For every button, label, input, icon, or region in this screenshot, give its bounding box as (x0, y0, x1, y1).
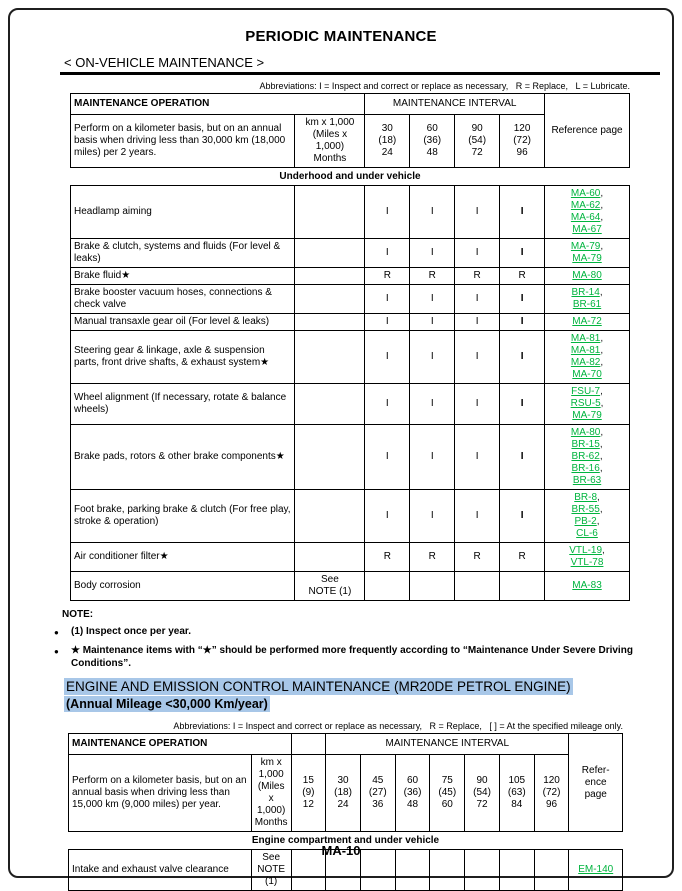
interval-mark-cell: I (455, 239, 500, 268)
reference-link[interactable]: MA-67 (572, 224, 602, 235)
interval-mark-cell: R (500, 543, 545, 572)
operation-cell: Steering gear & linkage, axle & suspension parts, front drive shafts, & exhaust system★ (71, 331, 295, 384)
reference-cell (545, 384, 630, 425)
maintenance-interval-header: MAINTENANCE INTERVAL (365, 94, 545, 115)
interval-mark-cell: R (410, 268, 455, 285)
operation-cell: Brake fluid★ (71, 268, 295, 285)
schedule-basis-description: Perform on a kilometer basis, but on an annual basis when driving less than 30,000 km (18,000 miles) per 2 years. (71, 115, 295, 168)
note-label: NOTE: (62, 609, 94, 620)
units-cell: km x 1,000 (Miles x 1,000) Months (251, 755, 291, 832)
page-number: MA-10 (321, 843, 361, 858)
reference-link[interactable]: MA-82 (570, 357, 601, 368)
reference-link[interactable]: PB-2 (574, 516, 597, 527)
interval-mark-cell: I (410, 314, 455, 331)
note-item (54, 644, 648, 670)
reference-link[interactable]: BR-14 (571, 287, 600, 298)
table-row (71, 384, 630, 425)
schedule-note-cell (295, 331, 365, 384)
interval-mark-cell: I (500, 331, 545, 384)
operation-cell: Intake and exhaust valve clearance (69, 850, 252, 891)
interval-mark-cell (455, 572, 500, 601)
interval-mark-cell: I (455, 331, 500, 384)
operation-cell: Manual transaxle gear oil (For level & leaks) (71, 314, 295, 331)
section-heading-line2: (Annual Mileage <30,000 Km/year) (66, 697, 268, 711)
schedule-note-cell (295, 384, 365, 425)
reference-cell (545, 572, 630, 601)
maintenance-interval-header: MAINTENANCE INTERVAL (326, 734, 569, 755)
interval-mark-cell: R (455, 268, 500, 285)
operation-cell: Foot brake, parking brake & clutch (For free play, stroke & operation) (71, 490, 295, 543)
table-row (71, 425, 630, 490)
reference-link[interactable]: MA-81 (570, 333, 601, 344)
schedule-note-cell (295, 239, 365, 268)
interval-mark-cell: I (500, 239, 545, 268)
reference-link[interactable]: BR-63 (572, 475, 602, 486)
interval-mark-cell: I (410, 186, 455, 239)
reference-link[interactable]: MA-70 (572, 369, 602, 380)
table-row (71, 314, 630, 331)
reference-link[interactable]: BR-62 (571, 451, 600, 462)
table1-abbreviations: Abbreviations: I = Inspect and correct or replace as necessary, R = Replace, L = Lubricate. (259, 81, 630, 91)
interval-mark-cell: I (410, 239, 455, 268)
units-cell: km x 1,000 (Miles x 1,000) Months (295, 115, 365, 168)
table-section-label: Underhood and under vehicle (71, 168, 630, 186)
interval-mark-cell: I (365, 239, 410, 268)
reference-cell (545, 285, 630, 314)
interval-mark-cell: I (365, 425, 410, 490)
interval-mark-cell: R (455, 543, 500, 572)
bullet-icon: ● (54, 628, 59, 637)
schedule-note-cell (295, 186, 365, 239)
table-row (71, 572, 630, 601)
table-row (71, 331, 630, 384)
interval-mark-cell: I (500, 425, 545, 490)
interval-mark-cell: I (455, 425, 500, 490)
note-block (54, 608, 648, 670)
reference-link[interactable]: VTL-19 (569, 545, 603, 556)
schedule-note-cell (295, 268, 365, 285)
reference-link[interactable]: BR-16 (571, 463, 600, 474)
reference-cell (545, 268, 630, 285)
interval-mark-cell (410, 572, 455, 601)
table-row (71, 239, 630, 268)
interval-header-cell: 45 (27) 36 (360, 755, 395, 832)
interval-mark-cell: I (500, 490, 545, 543)
reference-link[interactable]: MA-72 (572, 316, 602, 327)
interval-mark-cell: I (410, 384, 455, 425)
table-row (71, 268, 630, 285)
reference-link[interactable]: MA-80 (572, 270, 602, 281)
operation-cell: Body corrosion (71, 572, 295, 601)
note-item (54, 625, 648, 639)
reference-cell (545, 239, 630, 268)
bullet-icon: ● (54, 647, 59, 656)
reference-link[interactable]: BR-61 (572, 299, 602, 310)
schedule-note-cell (295, 425, 365, 490)
reference-cell (545, 425, 630, 490)
schedule-note-cell (295, 543, 365, 572)
interval-mark-cell: I (365, 186, 410, 239)
interval-mark-cell: I (455, 384, 500, 425)
table-row (71, 186, 630, 239)
reference-link[interactable]: MA-79 (572, 410, 602, 421)
interval-header-cell: 90 (54) 72 (465, 755, 500, 832)
interval-mark-cell: I (500, 314, 545, 331)
interval-header-cell: 120 (72) 96 (500, 115, 545, 168)
operation-cell: Air conditioner filter★ (71, 543, 295, 572)
empty-header-cell (291, 734, 326, 755)
maintenance-operation-header: MAINTENANCE OPERATION (69, 734, 292, 755)
reference-link[interactable]: BR-15 (571, 439, 600, 450)
note-text: (1) Inspect once per year. (71, 626, 192, 637)
interval-mark-cell: I (455, 186, 500, 239)
table-row (71, 543, 630, 572)
section-heading-line1: ENGINE AND EMISSION CONTROL MAINTENANCE (MR20DE PETROL ENGINE) (66, 679, 571, 694)
table-section-row (71, 168, 630, 186)
engine-emission-section-heading (64, 678, 648, 713)
operation-cell: Brake booster vacuum hoses, connections & check valve (71, 285, 295, 314)
reference-link[interactable]: MA-64 (570, 212, 601, 223)
interval-values-header-row (69, 755, 623, 832)
interval-mark-cell: I (500, 285, 545, 314)
reference-link[interactable]: FSU-7 (571, 386, 601, 397)
interval-mark-cell: R (365, 543, 410, 572)
interval-mark-cell: I (410, 331, 455, 384)
interval-mark-cell: I (365, 314, 410, 331)
schedule-note-cell (295, 285, 365, 314)
reference-cell (545, 314, 630, 331)
interval-header-cell: 75 (45) 60 (430, 755, 465, 832)
operation-cell: Brake pads, rotors & other brake components★ (71, 425, 295, 490)
schedule-note-cell (295, 490, 365, 543)
interval-mark-cell: I (410, 425, 455, 490)
interval-header-cell: 60 (36) 48 (395, 755, 430, 832)
interval-header-cell: 120 (72) 96 (534, 755, 569, 832)
interval-header-cell: 30 (18) 24 (365, 115, 410, 168)
reference-link[interactable]: RSU-5 (570, 398, 601, 409)
heading-rule (60, 72, 660, 75)
maintenance-operation-header: MAINTENANCE OPERATION (71, 94, 365, 115)
operation-cell: Brake & clutch, systems and fluids (For level & leaks) (71, 239, 295, 268)
interval-mark-cell: R (500, 268, 545, 285)
interval-mark-cell: I (500, 186, 545, 239)
reference-link[interactable]: MA-81 (570, 345, 601, 356)
reference-link[interactable]: EM-140 (578, 864, 614, 875)
reference-link[interactable]: MA-83 (572, 580, 602, 591)
reference-page-header: Refer- ence page (569, 734, 623, 832)
table-row (71, 285, 630, 314)
interval-mark-cell (500, 572, 545, 601)
page-title: PERIODIC MAINTENANCE (245, 28, 437, 45)
operation-cell: Wheel alignment (If necessary, rotate & balance wheels) (71, 384, 295, 425)
interval-mark-cell: R (410, 543, 455, 572)
reference-link[interactable]: BR-8 (574, 492, 598, 503)
interval-header-cell: 90 (54) 72 (455, 115, 500, 168)
table-row (71, 490, 630, 543)
reference-link[interactable]: MA-79 (572, 253, 602, 264)
interval-mark-cell: I (365, 384, 410, 425)
interval-mark-cell: I (455, 285, 500, 314)
interval-mark-cell: I (365, 285, 410, 314)
reference-link[interactable]: VTL-78 (570, 557, 604, 568)
reference-page-header: Reference page (545, 94, 630, 168)
reference-link[interactable]: MA-79 (570, 241, 601, 252)
interval-mark-cell: I (365, 331, 410, 384)
reference-link[interactable]: MA-60 (570, 188, 601, 199)
table2-abbreviations: Abbreviations: I = Inspect and correct or replace as necessary, R = Replace, [ ] = At the specified mileage only. (173, 721, 623, 731)
table-header-row (69, 734, 623, 755)
periodic-maintenance-table (70, 93, 630, 601)
schedule-note-cell: See NOTE (1) (295, 572, 365, 601)
interval-mark-cell: I (455, 490, 500, 543)
interval-mark-cell: I (410, 490, 455, 543)
interval-mark-cell: R (365, 268, 410, 285)
table-section-label: Engine compartment and under vehicle (69, 832, 623, 850)
engine-emission-maintenance-table (68, 733, 623, 891)
interval-header-cell: 105 (63) 84 (499, 755, 534, 832)
reference-link[interactable]: MA-62 (570, 200, 601, 211)
reference-cell (545, 186, 630, 239)
interval-mark-cell: I (365, 490, 410, 543)
interval-header-cell: 15 (9) 12 (291, 755, 326, 832)
manual-page (8, 8, 674, 887)
reference-link[interactable]: BR-55 (571, 504, 600, 515)
note-text: ★ Maintenance items with “★” should be performed more frequently according to “Maintenance Under Severe Driving Conditions”. (71, 645, 633, 669)
interval-header-cell: 30 (18) 24 (326, 755, 361, 832)
reference-link[interactable]: MA-80 (570, 427, 601, 438)
reference-link[interactable]: CL-6 (576, 528, 598, 539)
reference-cell (545, 490, 630, 543)
schedule-note-cell: See NOTE (1) (251, 850, 291, 891)
interval-mark-cell: I (500, 384, 545, 425)
schedule-basis-description: Perform on a kilometer basis, but on an annual basis when driving less than 15,000 km (9,000 miles) per year. (69, 755, 252, 832)
operation-cell: Headlamp aiming (71, 186, 295, 239)
reference-cell (545, 543, 630, 572)
table-header-row (71, 94, 630, 115)
interval-header-cell: 60 (36) 48 (410, 115, 455, 168)
interval-mark-cell: I (410, 285, 455, 314)
schedule-note-cell (295, 314, 365, 331)
on-vehicle-maintenance-heading: < ON-VEHICLE MAINTENANCE > (64, 55, 265, 70)
interval-mark-cell: I (455, 314, 500, 331)
interval-mark-cell (365, 572, 410, 601)
reference-cell (545, 331, 630, 384)
